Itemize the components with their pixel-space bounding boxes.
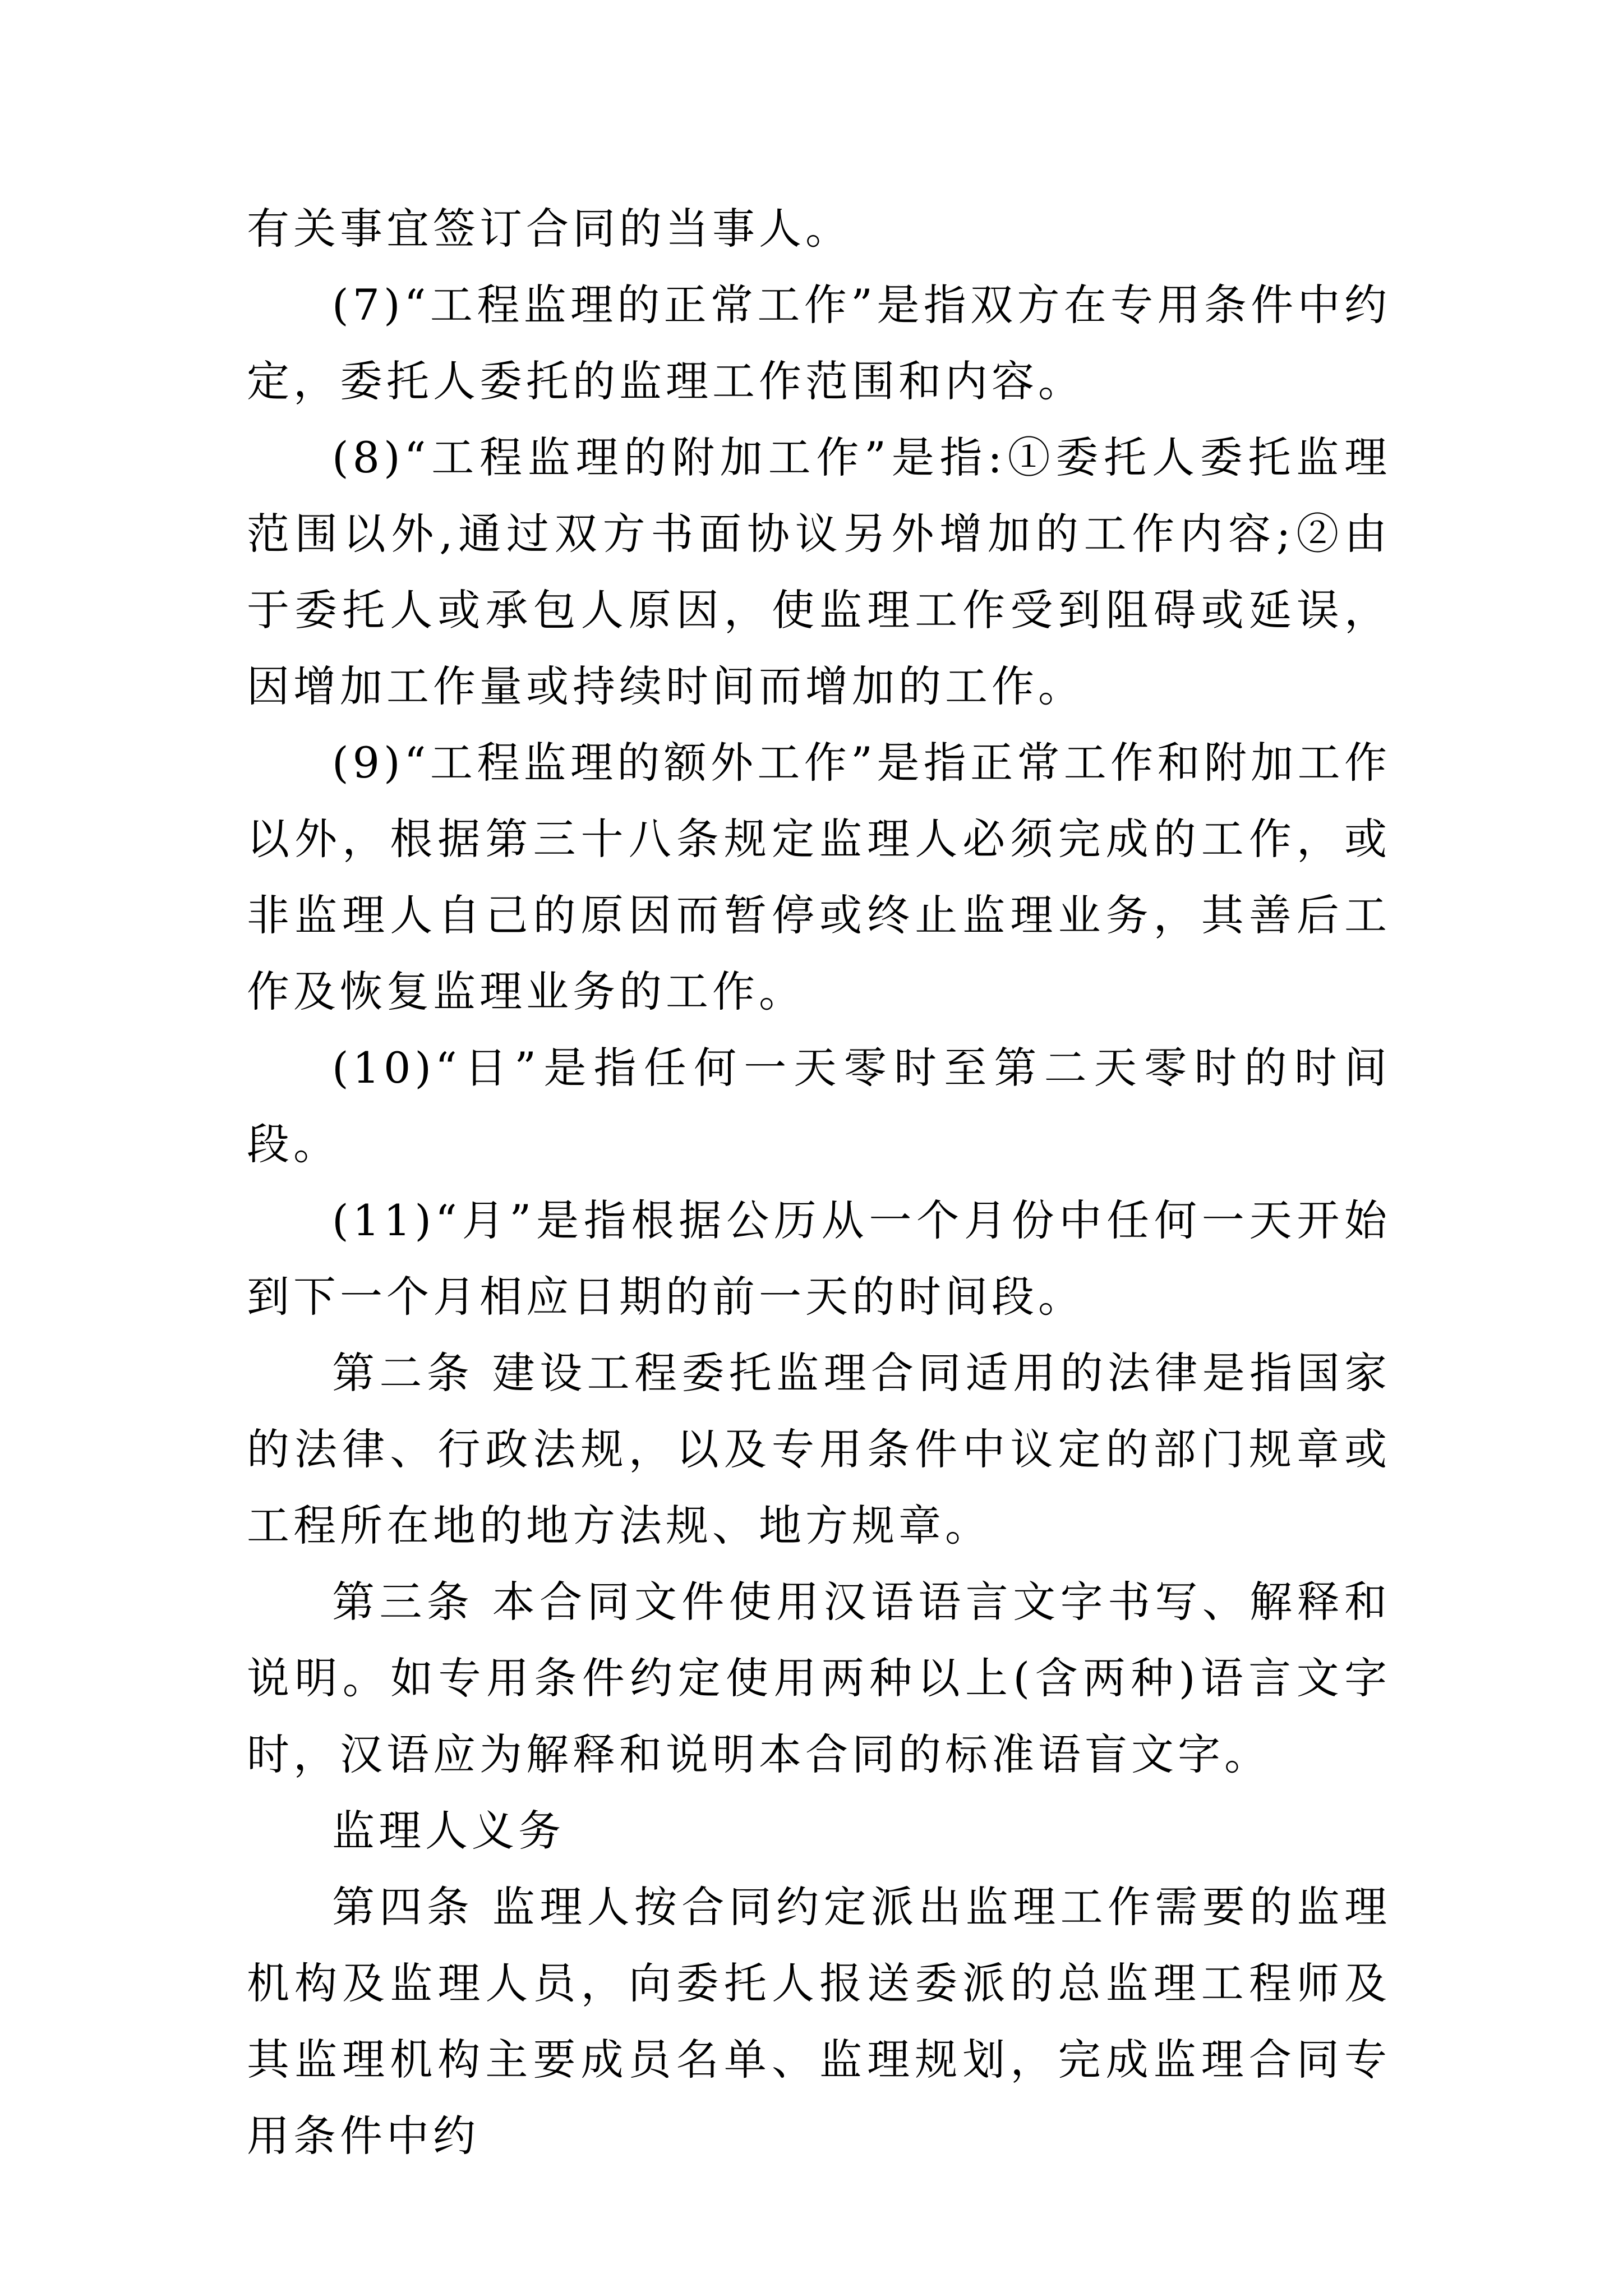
paragraph-definition-11: (11)“月”是指根据公历从一个月份中任何一天开始到下一个月相应日期的前一天的时间段。 <box>247 1195 1391 1322</box>
paragraph-definition-8: (8)“工程监理的附加工作”是指:①委托人委托监理范围以外,通过双方书面协议另外增加的工作内容;②由于委托人或承包人原因，使监理工作受到阻碍或延误，因增加工作量或持续时间而增加的工作。 <box>247 432 1391 711</box>
paragraph-definition-9: (9)“工程监理的额外工作”是指正常工作和附加工作以外，根据第三十八条规定监理人必须完成的工作，或非监理人自己的原因而暂停或终止监理业务，其善后工作及恢复监理业务的工作。 <box>247 738 1391 1016</box>
section-heading: 监理人义务 <box>332 1806 565 1856</box>
paragraph-article-2: 第二条 建设工程委托监理合同适用的法律是指国家的法律、行政法规，以及专用条件中议定的部门规章或工程所在地的地方法规、地方规章。 <box>247 1348 1391 1550</box>
document-page <box>247 191 1391 2174</box>
paragraph-definition-10: (10)“日”是指任何一天零时至第二天零时的时间段。 <box>247 1043 1391 1169</box>
paragraph-article-4: 第四条 监理人按合同约定派出监理工作需要的监理机构及监理人员，向委托人报送委派的总监理工程师及其监理机构主要成员名单、监理规划，完成监理合同专用条件中约 <box>247 1882 1391 2161</box>
paragraph-continued: 有关事宜签订合同的当事人。 <box>247 204 852 254</box>
paragraph-article-3: 第三条 本合同文件使用汉语语言文字书写、解释和说明。如专用条件约定使用两种以上(含两种)语言文字时，汉语应为解释和说明本合同的标准语盲文字。 <box>247 1577 1391 1779</box>
paragraph-definition-7: (7)“工程监理的正常工作”是指双方在专用条件中约定，委托人委托的监理工作范围和内容。 <box>247 280 1391 406</box>
